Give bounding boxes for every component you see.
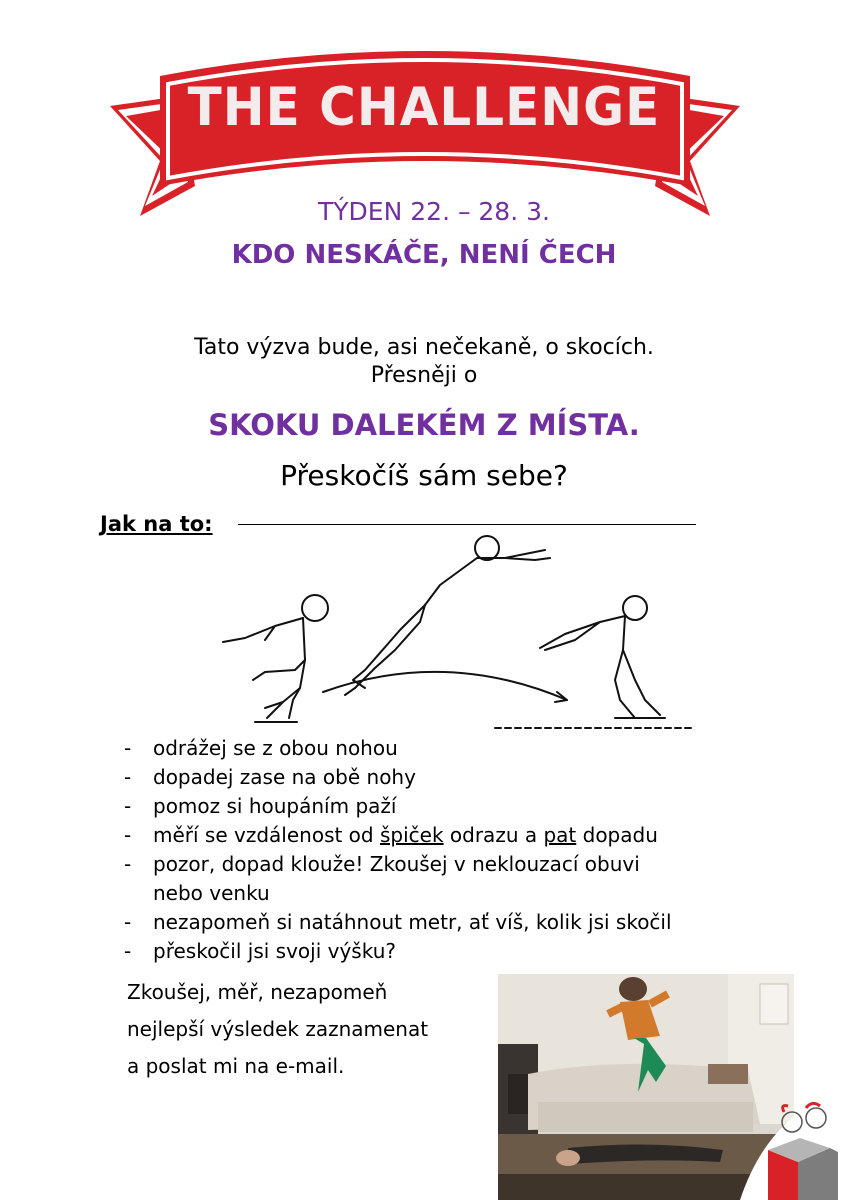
intro-line-1: Tato výzva bude, asi nečekaně, o skocích. <box>194 335 654 360</box>
tip-text-part: odrazu a <box>443 823 544 847</box>
tip-item <box>124 821 672 850</box>
closing-text <box>127 974 428 1085</box>
intro-line-2: Přesněji o <box>370 363 478 388</box>
school-logo-icon <box>700 1080 848 1200</box>
closing-line-1: Zkoušej, měř, nezapomeň <box>127 980 388 1004</box>
challenge-question: Přeskočíš sám sebe? <box>280 459 568 492</box>
tip-item <box>124 908 672 937</box>
tip-text: pomoz si houpáním paží <box>153 794 397 818</box>
long-jump-illustration <box>205 530 705 735</box>
tip-text-part: dopadu <box>576 823 658 847</box>
tip-text-continued: nebo venku <box>153 881 270 905</box>
tip-item <box>124 792 672 821</box>
bullet-dash: - <box>124 910 132 934</box>
bullet-dash: - <box>124 823 132 847</box>
bullet-dash: - <box>124 794 132 818</box>
tip-text-part: měří se vzdálenost od <box>153 823 380 847</box>
tip-text: dopadej zase na obě nohy <box>153 765 416 789</box>
tip-item <box>124 763 672 792</box>
tip-item <box>124 734 672 763</box>
tip-item <box>124 937 672 966</box>
tip-item <box>124 850 672 908</box>
bullet-dash: - <box>124 939 132 963</box>
tip-underlined-heels: pat <box>543 823 577 847</box>
tip-text: přeskočil jsi svoji výšku? <box>153 939 396 963</box>
closing-line-3: a poslat mi na e-mail. <box>127 1054 345 1078</box>
tip-underlined-toes: špiček <box>379 823 444 847</box>
week-range: TÝDEN 22. – 28. 3. <box>318 197 550 226</box>
howto-rule <box>238 524 696 525</box>
bullet-dash: - <box>124 852 132 876</box>
challenge-subtitle: KDO NESKÁČE, NENÍ ČECH <box>231 240 617 270</box>
closing-line-2: nejlepší výsledek zaznamenat <box>127 1017 429 1041</box>
tip-text: nezapomeň si natáhnout metr, ať víš, kolik jsi skočil <box>153 910 672 934</box>
tip-text: pozor, dopad klouže! Zkoušej v neklouzací obuvi <box>153 852 640 876</box>
intro-text <box>0 334 848 390</box>
tip-text: odrážej se z obou nohou <box>153 736 398 760</box>
bullet-dash: - <box>124 765 132 789</box>
discipline-title: SKOKU DALEKÉM Z MÍSTA. <box>208 408 640 442</box>
bullet-dash: - <box>124 736 132 760</box>
howto-heading: Jak na to: <box>100 512 213 536</box>
banner-title: THE CHALLENGE <box>187 76 661 138</box>
tips-list <box>124 734 672 966</box>
